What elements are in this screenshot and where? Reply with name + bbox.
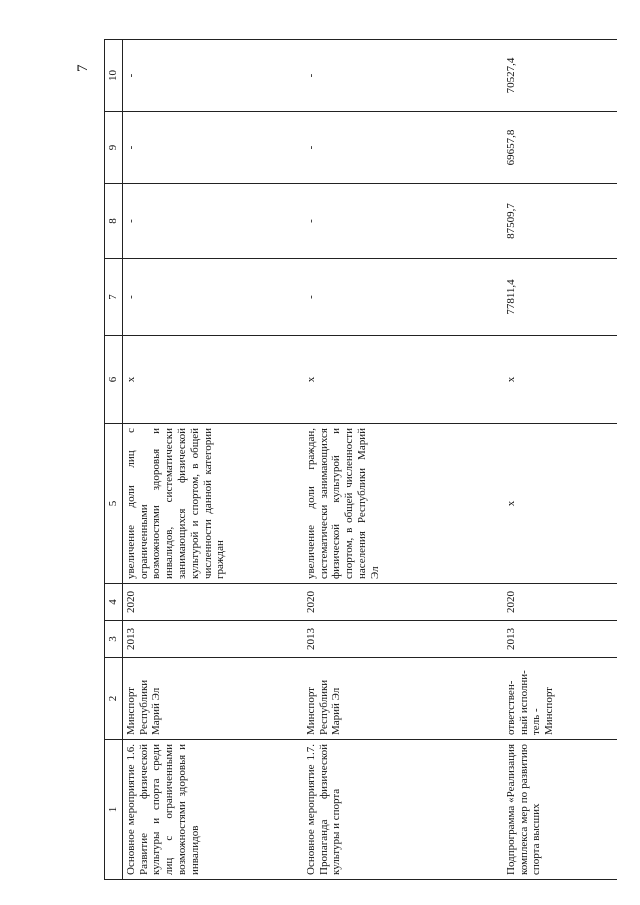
column-header: 2: [105, 658, 123, 740]
cell-col9: -: [122, 112, 303, 184]
cell-executor: Минспорт Республики Марий Эл: [122, 658, 303, 740]
cell-col10: 70527,4: [503, 40, 617, 112]
cell-start-year: 2013: [122, 621, 303, 658]
cell-col8: 87509,7: [503, 184, 617, 259]
cell-start-year: 2013: [503, 621, 617, 658]
column-header: 3: [105, 621, 123, 658]
cell-measure-name: Подпрограмма «Реализация комплекса мер по развитию спорта высших: [503, 740, 617, 880]
column-header: 9: [105, 112, 123, 184]
cell-col7: -: [303, 259, 503, 336]
column-header: 4: [105, 584, 123, 621]
cell-end-year: 2020: [303, 584, 503, 621]
cell-col6: х: [122, 336, 303, 424]
cell-measure-name: Основное мероприятие 1.7. Пропаганда физической культуры и спорта: [303, 740, 503, 880]
cell-expected-result: увеличение доли лиц с ограниченными возможностями здоровья и инвалидов, систематически занимающихся физической культурой и спортом, в общей численности данной категории граждан: [122, 424, 303, 584]
column-header: 1: [105, 740, 123, 880]
cell-col10: -: [122, 40, 303, 112]
column-header: 6: [105, 336, 123, 424]
cell-expected-result: х: [503, 424, 617, 584]
cell-col9: 69657,8: [503, 112, 617, 184]
cell-expected-result: увеличение доли граждан, систематически занимающихся физической культурой и спортом, в общей численности населения Республики Марий Эл: [303, 424, 503, 584]
table-row: [303, 40, 503, 880]
header-row: [105, 40, 123, 880]
cell-col6: х: [303, 336, 503, 424]
cell-col7: -: [122, 259, 303, 336]
cell-end-year: 2020: [503, 584, 617, 621]
page-number: 7: [75, 64, 91, 72]
cell-executor: Минспорт Республики Марий Эл: [303, 658, 503, 740]
column-header: 10: [105, 40, 123, 112]
cell-end-year: 2020: [122, 584, 303, 621]
cell-col6: х: [503, 336, 617, 424]
column-header: 7: [105, 259, 123, 336]
rotated-table-container: [104, 40, 624, 880]
table-row: [122, 40, 303, 880]
cell-col10: -: [303, 40, 503, 112]
column-header: 5: [105, 424, 123, 584]
cell-start-year: 2013: [303, 621, 503, 658]
cell-measure-name: Основное мероприятие 1.6. Развитие физической культуры и спорта среди лиц с ограниченными возможностями здоровья и инвалидов: [122, 740, 303, 880]
cell-col7: 77811,4: [503, 259, 617, 336]
cell-col8: -: [303, 184, 503, 259]
table-row: [503, 40, 617, 880]
cell-col9: -: [303, 112, 503, 184]
cell-executor: ответствен-ный исполни-тель - Минспорт: [503, 658, 617, 740]
cell-col8: -: [122, 184, 303, 259]
column-header: 8: [105, 184, 123, 259]
program-measures-table: [104, 39, 617, 880]
